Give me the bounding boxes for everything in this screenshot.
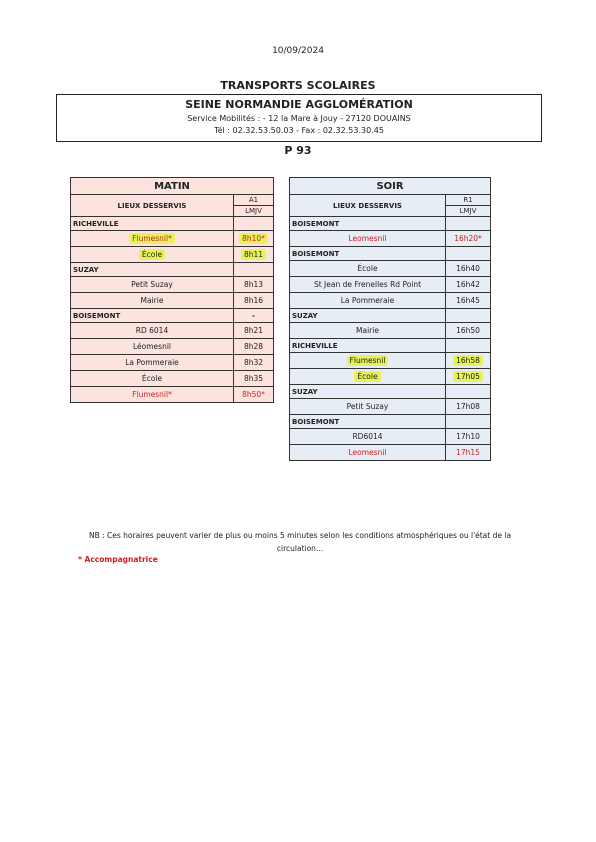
stop-row [290,261,491,277]
stop-row [290,293,491,309]
stop-time: 17h10 [446,429,491,445]
locality-name: SUZAY [290,309,446,323]
stop-time: 8h50* [234,387,274,403]
stop-time: 16h20* [446,231,491,247]
stop-time: 16h50 [446,323,491,339]
stop-time: 8h35 [234,371,274,387]
stop-name: Flumesnil* [71,231,234,247]
stop-name: Flumesnil* [71,387,234,403]
stop-name: École [71,247,234,263]
stop-row [290,277,491,293]
stop-name: Mairie [71,293,234,309]
stop-time: 8h13 [234,277,274,293]
stop-name: RD 6014 [71,323,234,339]
stop-name: Mairie [290,323,446,339]
locality-row [71,309,274,323]
locality-name: RICHEVILLE [290,339,446,353]
locality-name: BOISEMONT [290,247,446,261]
locality-row [290,339,491,353]
stop-name: Petit Suzay [71,277,234,293]
stop-row [290,353,491,369]
stop-row [71,247,274,263]
service-address: Service Mobilités : - 12 la Mare à Jouy - 27120 DOUAINS [187,114,411,123]
trip-column-header: R1 [446,195,491,206]
trip-column-header: A1 [234,195,274,206]
evening-schedule-table [289,177,491,461]
stop-name: École [290,369,446,385]
stop-row [290,369,491,385]
locality-time [446,415,491,429]
stop-time: 8h32 [234,355,274,371]
days-column-header: LMJV [234,206,274,217]
stop-name: RD6014 [290,429,446,445]
evening-title: SOIR [290,178,491,195]
locality-row [290,415,491,429]
locality-time [446,217,491,231]
stop-name: St Jean de Frenelles Rd Point [290,277,446,293]
stop-time: 16h42 [446,277,491,293]
places-column-header: LIEUX DESSERVIS [71,195,234,217]
stop-name: Flumesnil [290,353,446,369]
stop-name: La Pommeraie [290,293,446,309]
stop-time: 16h45 [446,293,491,309]
stop-time: 17h05 [446,369,491,385]
stop-time: 8h16 [234,293,274,309]
stop-time: 17h08 [446,399,491,415]
locality-name: BOISEMONT [290,415,446,429]
locality-time [234,263,274,277]
stop-name: École [290,261,446,277]
locality-row [71,217,274,231]
stop-row [290,399,491,415]
locality-name: BOISEMONT [290,217,446,231]
contact-numbers: Tél : 02.32.53.50.03 - Fax : 02.32.53.30.45 [214,126,384,135]
stop-name: La Pommeraie [71,355,234,371]
locality-row [290,309,491,323]
stop-row [71,371,274,387]
locality-time [446,385,491,399]
stop-time: 16h58 [446,353,491,369]
locality-time: - [234,309,274,323]
locality-time [446,247,491,261]
stop-name: École [71,371,234,387]
morning-title: MATIN [71,178,274,195]
stop-name: Leomesnil [290,231,446,247]
places-column-header: LIEUX DESSERVIS [290,195,446,217]
footnote: NB : Ces horaires peuvent varier de plus ou moins 5 minutes selon les conditions atmosphériques ou l'état de la circulation... [88,531,512,553]
stop-name: Petit Suzay [290,399,446,415]
stop-name: Leomesnil [290,445,446,461]
stop-name: Léomesnil [71,339,234,355]
locality-time [234,217,274,231]
locality-time [446,309,491,323]
stop-row [71,293,274,309]
locality-row [290,217,491,231]
stop-row [290,429,491,445]
locality-row [290,385,491,399]
stop-row [71,277,274,293]
stop-time: 8h11 [234,247,274,263]
organization-box [56,94,542,142]
stop-row [71,339,274,355]
locality-name: SUZAY [290,385,446,399]
stop-row [290,323,491,339]
stop-time: 16h40 [446,261,491,277]
days-column-header: LMJV [446,206,491,217]
stop-row [71,323,274,339]
asterisk-legend: * Accompagnatrice [78,555,158,564]
stop-row [290,231,491,247]
stop-time: 8h21 [234,323,274,339]
locality-row [290,247,491,261]
stop-time: 8h28 [234,339,274,355]
stop-row [71,231,274,247]
stop-row [290,445,491,461]
locality-name: BOISEMONT [71,309,234,323]
stop-row [71,355,274,371]
document-date: 10/09/2024 [272,46,324,56]
locality-time [446,339,491,353]
organization-name: SEINE NORMANDIE AGGLOMÉRATION [185,98,413,111]
stop-time: 8h10* [234,231,274,247]
locality-row [71,263,274,277]
stop-row [71,387,274,403]
document-title: TRANSPORTS SCOLAIRES [220,79,376,92]
morning-schedule-table [70,177,274,403]
locality-name: RICHEVILLE [71,217,234,231]
route-number: P 93 [284,144,312,157]
stop-time: 17h15 [446,445,491,461]
locality-name: SUZAY [71,263,234,277]
